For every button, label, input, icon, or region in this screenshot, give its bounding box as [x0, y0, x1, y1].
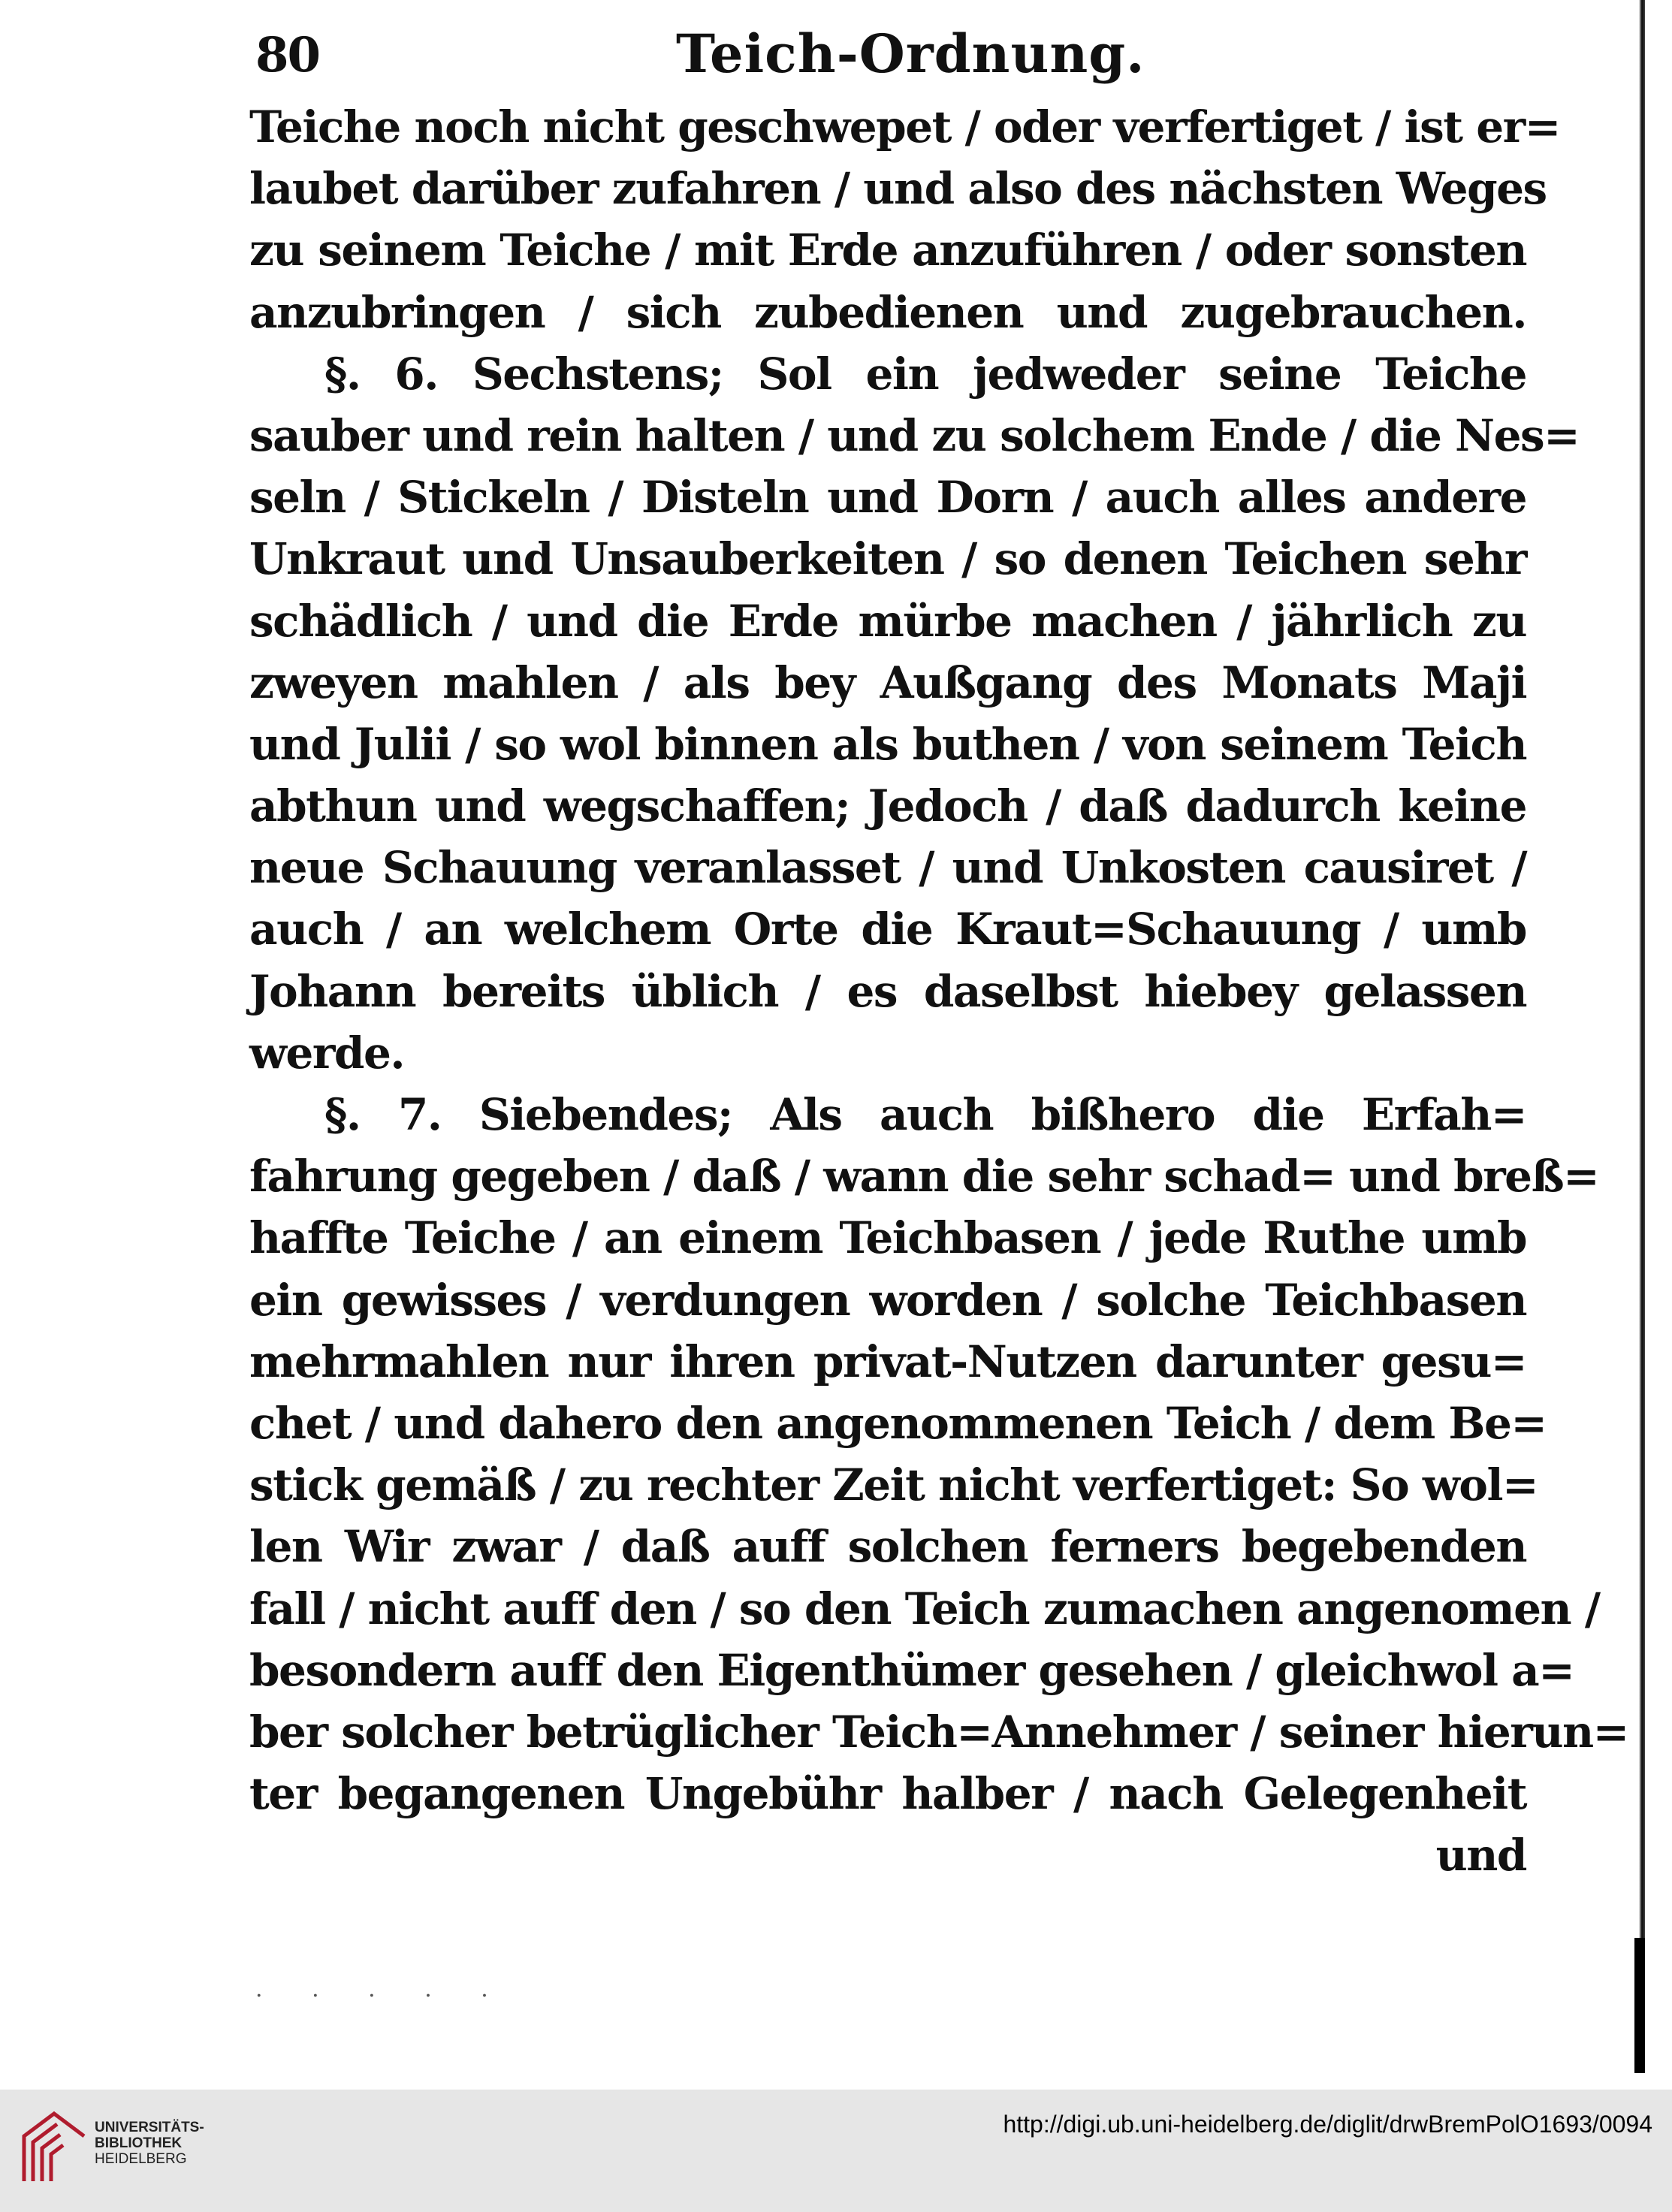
- text-line: neue Schauung veranlasset / und Unkosten causiret /: [249, 842, 1526, 894]
- page-edge-shadow: [1639, 0, 1645, 2073]
- text-line: fahrung gegeben / daß / wann die sehr schad= und breß=: [249, 1151, 1599, 1203]
- library-name-line1: UNIVERSITÄTS-: [95, 2120, 204, 2135]
- source-url-link[interactable]: http://digi.ub.uni-heidelberg.de/diglit/drwBremPolO1693/0094: [1003, 2111, 1652, 2138]
- text-line: fall / nicht auff den / so den Teich zumachen angenomen /: [249, 1583, 1600, 1634]
- text-line: mehrmahlen nur ihren privat-Nutzen darunter gesu=: [249, 1335, 1526, 1387]
- text-line: Teiche noch nicht geschwepet / oder verfertiget / ist er=: [249, 101, 1560, 152]
- library-name-line3: HEIDELBERG: [95, 2151, 187, 2167]
- text-line: besondern auff den Eigenthümer gesehen / gleichwol a=: [249, 1644, 1574, 1696]
- library-name: [95, 2120, 204, 2167]
- library-name-line2: BIBLIOTHEK: [95, 2135, 183, 2151]
- text-line: schädlich / und die Erde mürbe machen / jährlich zu: [249, 595, 1526, 647]
- print-specks: · · · · ·: [255, 1983, 509, 2009]
- text-line: Unkraut und Unsauberkeiten / so denen Teichen sehr: [249, 533, 1526, 585]
- text-line: ein gewisses / verdungen worden / solche Teichbasen: [249, 1274, 1526, 1326]
- page-number: 80: [255, 27, 320, 83]
- running-title: Teich-Ordnung.: [676, 23, 1145, 85]
- library-logo-icon: [17, 2106, 92, 2189]
- text-line: haffte Teiche / an einem Teichbasen / jede Ruthe umb: [249, 1212, 1526, 1264]
- text-line: zu seinem Teiche / mit Erde anzuführen / oder sonsten: [249, 225, 1526, 276]
- text-line: auch / an welchem Orte die Kraut=Schauung / umb: [249, 904, 1526, 955]
- body-text: [249, 96, 1628, 1886]
- text-line: werde.: [249, 1027, 405, 1079]
- text-line: und Julii / so wol binnen als buthen / von seinem Teich: [249, 718, 1526, 770]
- text-line: Johann bereits üblich / es daselbst hiebey gelassen: [249, 965, 1526, 1017]
- text-line: stick gemäß / zu rechter Zeit nicht verfertiget: So wol=: [249, 1459, 1538, 1511]
- footer-bar: [0, 2090, 1672, 2212]
- text-line: chet / und dahero den angenommenen Teich / dem Be=: [249, 1397, 1547, 1449]
- catchword: und: [1435, 1830, 1526, 1882]
- page-edge-mark: [1634, 1938, 1645, 2073]
- text-line: sauber und rein halten / und zu solchem Ende / die Nes=: [249, 409, 1580, 461]
- paragraph-7-start: §. 7. Siebendes; Als auch bißhero die Erfah=: [324, 1089, 1526, 1140]
- text-line: anzubringen / sich zubedienen und zugebrauchen.: [249, 286, 1526, 338]
- text-line: seln / Stickeln / Disteln und Dorn / auch alles andere: [249, 472, 1526, 524]
- text-line: ter begangenen Ungebühr halber / nach Gelegenheit: [249, 1768, 1526, 1820]
- text-line: ber solcher betrüglicher Teich=Annehmer / seiner hierun=: [249, 1706, 1628, 1758]
- text-line: len Wir zwar / daß auff solchen ferners begebenden: [249, 1521, 1526, 1573]
- text-line: laubet darüber zufahren / und also des nächsten Weges: [249, 163, 1547, 215]
- text-line: zweyen mahlen / als bey Außgang des Monats Maji: [249, 656, 1526, 708]
- paragraph-6-start: §. 6. Sechstens; Sol ein jedweder seine Teiche: [324, 348, 1526, 400]
- page-header: [255, 23, 1532, 90]
- text-line: abthun und wegschaffen; Jedoch / daß dadurch keine: [249, 780, 1526, 832]
